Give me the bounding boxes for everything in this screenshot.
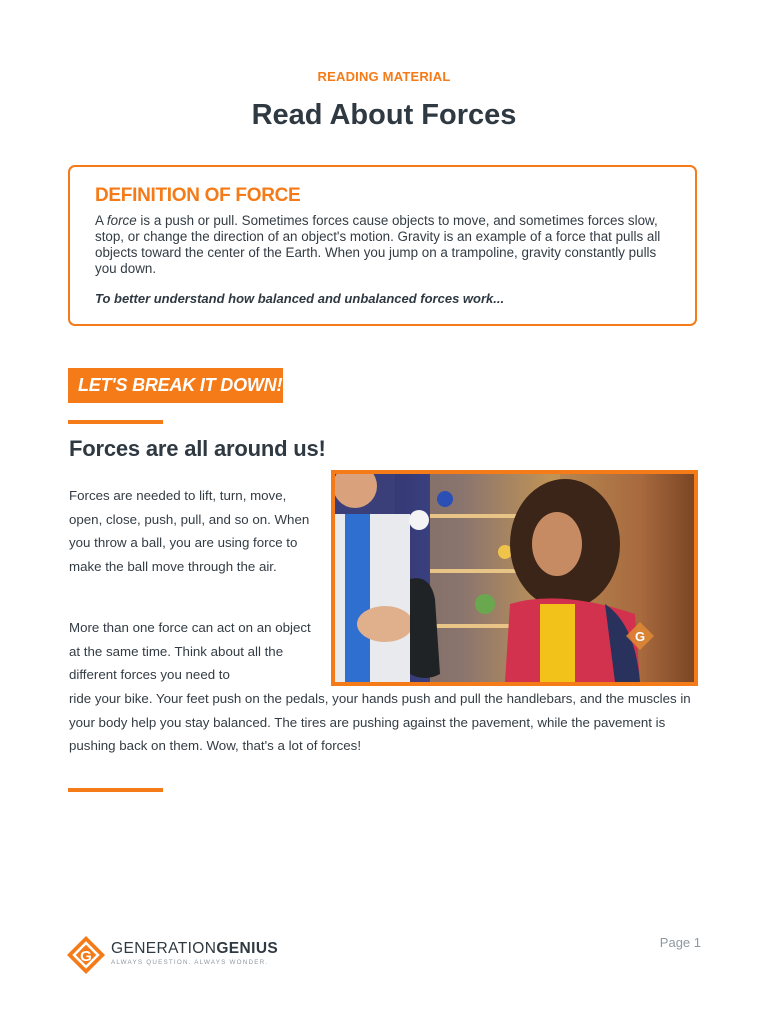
divider-rule-bottom — [68, 788, 163, 792]
page-title: Read About Forces — [251, 99, 517, 131]
scene-illustration — [335, 474, 694, 682]
brand-name-light: GENERATION — [111, 940, 217, 957]
page-number: Page 1 — [659, 935, 701, 950]
svg-text:G: G — [634, 629, 646, 644]
svg-text:G: G — [80, 948, 92, 965]
section-heading: Forces are all around us! — [69, 436, 326, 461]
paragraph-2-start: More than one force can act on an object at the same time. Think about all the different forces you need to — [69, 620, 311, 682]
eyebrow-label: READING MATERIAL — [317, 69, 451, 84]
section-banner: LET'S BREAK IT DOWN! — [68, 368, 283, 403]
definition-text-start: A — [95, 213, 107, 228]
definition-box — [68, 165, 697, 326]
paragraph-2-end: ride your bike. Your feet push on the pedals, your hands push and pull the handlebars, and the muscles in your body help you stay balanced. The tires are pushing against the pavement, while the pavement is pushing back on them. Wow, that's a lot of forces! — [69, 691, 691, 753]
brand-name-bold: GENIUS — [216, 940, 279, 957]
definition-heading: DEFINITION OF FORCE — [95, 185, 301, 206]
definition-prompt: To better understand how balanced and unbalanced forces work... — [95, 291, 505, 306]
definition-text-rest: is a push or pull. Sometimes forces cause objects to move, and sometimes forces slow, stop, or change the direction of an object's motion. Gravity is an example of a force that pulls all objects toward the center of the Earth. When you jump on a trampoline, gravity constantly pulls you down. — [95, 213, 661, 276]
video-still-image — [335, 474, 694, 682]
video-still-frame — [331, 470, 698, 686]
paragraph-1: Forces are needed to lift, turn, move, open, close, push, pull, and so on. When you throw a ball, you are using force to make the ball move through the air. — [69, 488, 310, 574]
divider-rule-top — [68, 420, 163, 424]
definition-text — [95, 213, 670, 277]
brand-name — [111, 940, 278, 958]
generation-genius-logo-icon — [66, 935, 106, 975]
definition-term: force — [106, 213, 137, 228]
brand-tagline: ALWAYS QUESTION. ALWAYS WONDER. — [111, 959, 269, 966]
